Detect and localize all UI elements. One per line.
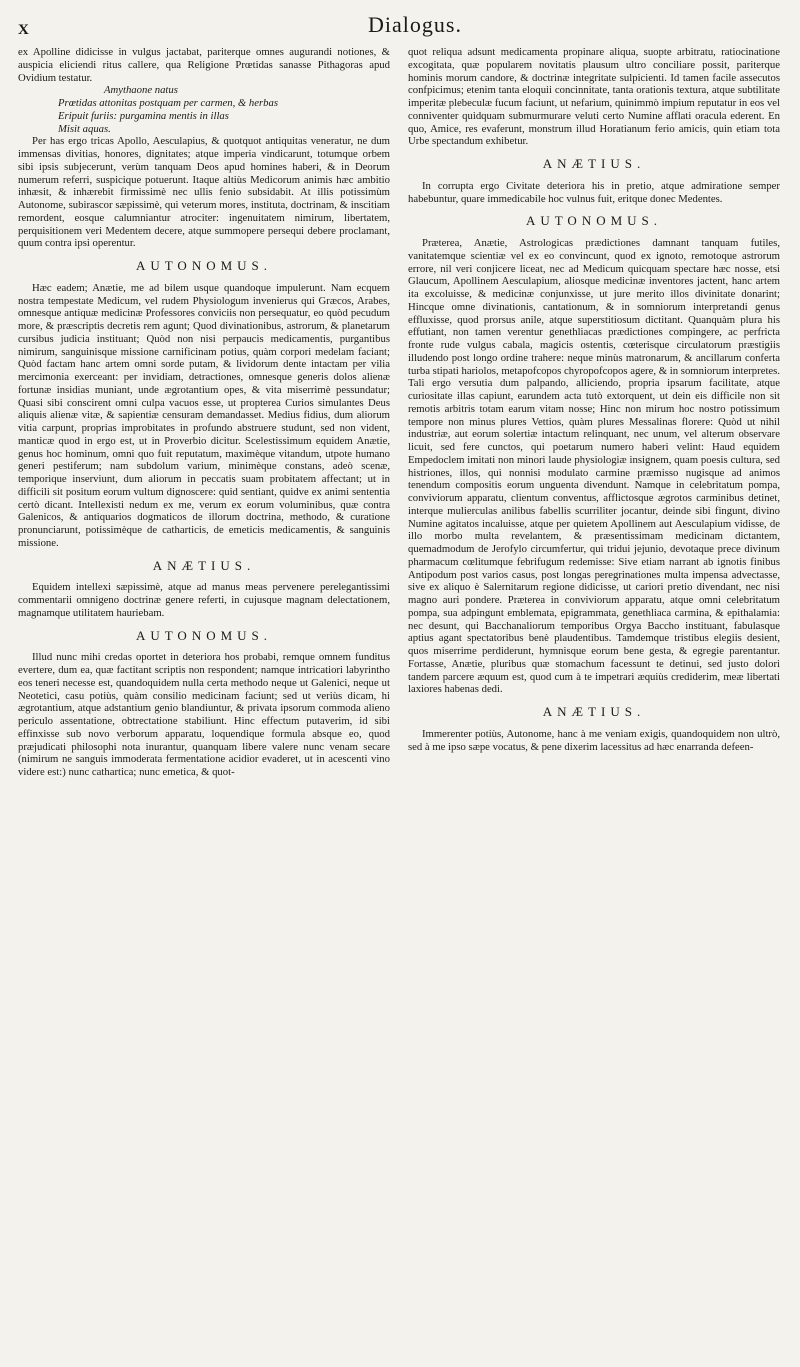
paragraph: In corrupta ergo Civitate deteriora his in pretio, atque admiratione semper habebuntur, quare immedicabile hoc vulnus fuit, eritque donec Medentes. xyxy=(408,179,780,205)
paragraph: quot reliqua adsunt medicamenta propinare aliqua, suopte arbitratu, ratiocinatione excogitata, quæ popularem novitatis plausum ultro conciliare possit, pariterque hominis morum candore, & doctrinæ integritate sulpicienti. Id tamen facile assecutos confpicimus; etenim tanta eloquii concinnitate, tanta orationis textura, atque subtilitate imperitæ plebeculæ fucum faciunt, ut nefarium, quinimmò impium reputatur in eos vel conniventer quidquam submurmurare veluti certo Numine afflati oracula ederent. En quo, Amice, res evaferunt, monstrum illud Horatianum ferio amicis, quin etiam tota Urbe spectandum exhibetur. xyxy=(408,46,780,148)
paragraph: Per has ergo tricas Apollo, Aesculapius, & quotquot antiquitas veneratur, ne dum immensas divitias, honores, dignitates; atque imperia vindicarunt, totumque orbem sibi ipsis subjecerunt, verùm tanquam Deos apud homines haberi, & in Deorum numerum referri, suspicique potuerunt. Itaque altiùs Medicorum animis hæc ambitio inhæsit, & inhærebit firmissimè nec ullis fenio subsidabit. At illis potissimùm Autonome, subirascor sæpissimè, qui veterum mores, instituta, doctrinam, & inscitiam remordent, eosque calumniantur atrociter: ingenuitatem nimirum, libertatem, perquisitionem veri Medentem decere, atque summopere persequi debere proclamant, quum contra ipsi operentur. xyxy=(18,135,390,250)
running-title: Dialogus. xyxy=(368,12,462,37)
paragraph: Præterea, Anætie, Astrologicas prædictiones damnant tanquam futiles, vanitatemque scientiæ vel ex eo convincunt, quod ex ignoto, remotoque astrorum errore, nil veri conjicere liceat, nec ad Medicum quicquam spectare hæc nosse, etsi Glaucum, Apollinem Aesculapium, aliosque medicinæ inventores jactent, hanc artem ita excoluisse, & medicinæ conjunxisse, ut jure merito illos divinitate donarint; Hincque omne divinationis, cantationum, & in somniorum interpretandi genus effluxisse, quod prorsus anile, atque superstitiosum dictitant. Quanquàm plura his effutiant, non tamen verentur genethliacas prædictiones compingere, ac perfricta fronte rude vulgus cabala, magicis ostentis, cœterisque circulatorum præstigiis illudendo post longo ordine trahere: neque minùs matronarum, & ancillarum conferta turba stipati hariolos, metapofcopos chyropofcopos agere, & in somniorum interpretes. Tali ergo versutia dum palpando, alliciendo, propria ipsarum facilitate, atque curiositate illas capiunt, earundem acta tutò extorquent, ut dein eis difficile non sit remotis arbitris totam earum vitam nosse; Hinc non mirum hoc nostro potissimum tempore non minus plures Vettios, quàm plures Messalinas florere: Quòd ut nihil industriæ, aut eorum solertiæ intactum relinquant, nec unum, vel alterum observare licuit, sed fere cunctos, qui poetarum numero haberi velint: Haud equidem Empedoclem imitati non minori laude physiologiæ insignem, quam poesis cultura, sed histriones, illos, qui nonnisi modulato carmine præmisso nugisque ad animos tenendum compositis eorum unguenta divendunt. Namque in celebritatum pompa, conviviorum apparatu, clientum conventus, afflictosque ægrotos carminibus detinet, interque mulierculas anilibus fabellis scurriliter jocantur, deinde sibi fingunt, divino Numine agitatos incaluisse, atque per quietem Apollinem aut Aesculapium vidisse, de illo morbo multa revelantem, & præsentissimam medicinam dictantem, quemadmodum de Jerofylo circumfertur, qui tridui jejunio, devotaque prece divinum pharmacum cœlitumque febrifugum redemisse: Sive etiam narrant ab ignotis finibus Antipodum post varios casus, post longas peregrinationes multa impensa advectasse, sive ex aliquo è Salernitarum regione didicisse, ut cariori pretio divendant, nec nisi magno auri pondere. Præterea in conviviorum apparatu, atque omni celebritatum pompa, sua adpingunt emblemata, epigrammata, genethliaca carmina, & epithalamia: nec desunt, qui Bacchanaliorum temporibus Orgya Baccho instituant, fabulasque aptius agant spectatoribus benè plaudentibus. Tamdemque tristibus elegiis desient, quos miserrime perdiderunt, hymnisque eorum bene gesta, & egregie parentantur. Fortasse, Anætie, pluribus quæ stomachum facessunt te detinui, sed justo dolori tandem parcere æquum est, quod cum à te impetrari æquiùs crediderim, meæ libertati laxiores habenas dedi. xyxy=(408,237,780,696)
paragraph: ex Apolline didicisse in vulgus jactabat, pariterque omnes augurandi notiones, & auspicia eliciendi ritus callere, qua Religione Prœtidas sanasse Pithagoras apud Ovidium testatur. xyxy=(18,46,390,84)
verse-line: Eripuit furiis: purgamina mentis in illas xyxy=(58,109,229,122)
speaker-heading: AUTONOMUS. xyxy=(135,258,273,273)
verse-line: Misit aquas. xyxy=(58,122,111,135)
paragraph: Immerenter potiùs, Autonome, hanc à me veniam exigis, quandoquidem non ultrò, sed à me ipso sæpe vocatus, & pene dixerim lacessitus ad hæc enarranda defeen- xyxy=(408,727,780,753)
verse-line: Prœtidas attonitas postquam per carmen, & herbas xyxy=(58,97,278,109)
right-column xyxy=(408,46,780,1356)
paragraph: Hæc eadem; Anætie, me ad bilem usque quandoque impulerunt. Nam ecquem nostra tempestate Medicum, vel rudem Physiologum invenierus qui Græcos, Arabes, omnesque antiquæ medicinæ Professores conviciis non persequatur, eo quòd pecudum more, & præscriptis decretis rem agunt; Quod divinationibus, astrorum, & planetarum cursibus judicia instituant; Quòd non nisi perpaucis medicamentis, purgantibus nimirum, sanguinisque missione carnificinam potius, quàm corpori medelam faciant; Quòd factam hanc artem omni sorde putam, & lividorum dente intactam per vilia mercimonia exerceant: per invidiam, detractiones, omnesque generis dolos alienæ fortunæ insidias muniant, unde ægrotantium opes, & vita miserrimè pessundatur; Quasi sibi conscirent omni culpa vacuos esse, ut propterea Curios simulantes Deus aliquis alienæ vitæ, & sapientiæ censuram demandasset. Medius fidius, dum aliorum vitia carpunt, proprias improbitates in profundo abstruere studunt, sed non vident, manticæ quod in ergo est, ut in Proverbio dicitur. Scelestissimum equidem Anætie, genus hoc hominum, omni quo fuit reputatum, maximèque vitandum, utpote humano generi pestiferum; nam subdolum varium, minimèque constans, adeò scenæ, temporique inserviunt, dum aliorum in peccatis suam probitatem affectant; ut in difficili sit positum eorum vultum dignoscere: quid sentiant, quidve ex animi sententia certò dicant. Intellexisti nedum ex me, verum ex eorum voluminibus, quæ contra Galenicos, & antiquarios dogmaticos de illorum doctrina, methodo, & curatione pronunciarunt, potissimèque de catharticis, de emeticis medicamentis, & sanguinis missione. xyxy=(18,281,390,549)
speaker-heading: ANÆTIUS. xyxy=(542,704,646,719)
page-header xyxy=(0,8,800,48)
paragraph: Equidem intellexi sæpissimè, atque ad manus meas pervenere perelegantissimi commentarii omnigeno doctrinæ genere referti, in cujusque magnam delectationem, magnamque utilitatem hauriebam. xyxy=(18,581,390,619)
verse-line: Amythaone natus xyxy=(104,84,178,97)
speaker-heading: AUTONOMUS. xyxy=(525,213,663,229)
speaker-heading: ANÆTIUS. xyxy=(152,557,256,573)
speaker-heading: ANÆTIUS. xyxy=(542,156,646,171)
speaker-heading: AUTONOMUS. xyxy=(135,627,273,643)
folio-number: X xyxy=(18,22,30,38)
paragraph: Illud nunc mihi credas oportet in deteriora hos probabi, remque omnem funditus evertere, dum ea, quæ factitant scriptis non respondent; namque intricatiori labyrintho eos teneri necesse est, quandoquidem nulla certa methodo neque ut Galenici, neque ut Neotetici, casu potiùs, quàm consilio medicinam faciunt; sed ut veriùs dicam, hi ægrotantium, atque adstantium genio blandiuntur, & privata ipsorum commoda alieno periculo assentatione, obtrectatione stabiliunt. Hinc effectum putaverim, id sibi effinxisse sub novo verborum apparatu, loquendique formula absque eo, quod præjudicati philosophi nota inurantur, quanquam libere valere nunc venam secare (nimirum ne sanguis immoderata fermentatione acidior evaderet, ut in acescenti vino videre est:) nunc cathartica; nunc emetica, & quot- xyxy=(18,651,390,778)
left-column xyxy=(18,46,390,1356)
